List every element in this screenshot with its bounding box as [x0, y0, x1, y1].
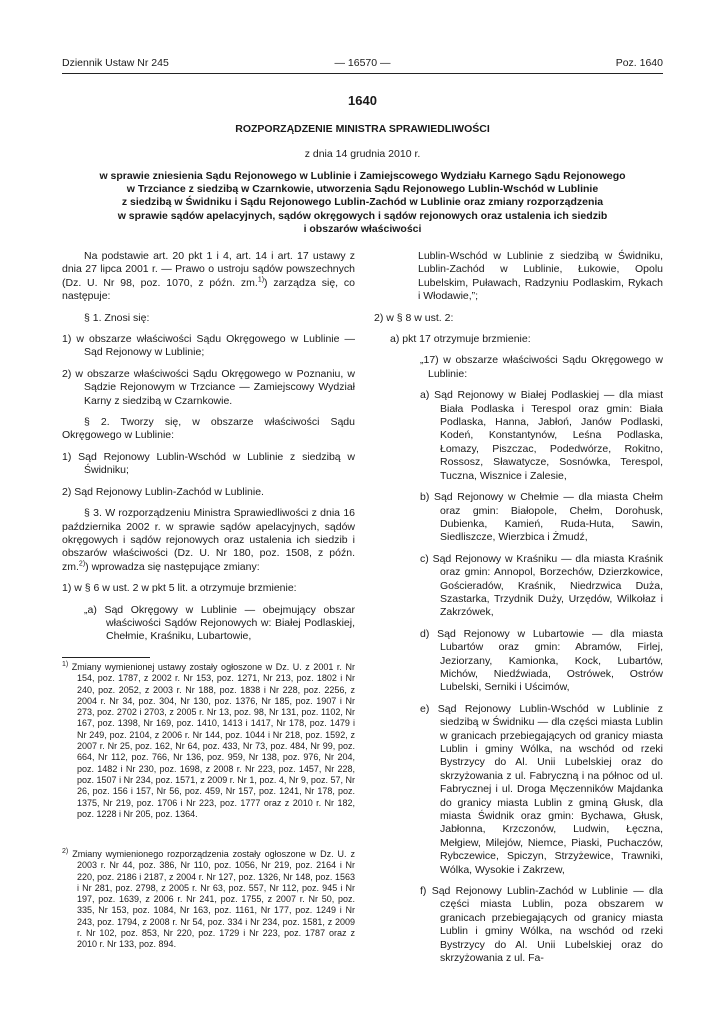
item-2: 2) w § 8 w ust. 2: [374, 311, 454, 324]
court-entry-a: a) Sąd Rejonowy w Białej Podlaskiej — dla miast Biała Podlaska i Terespol oraz gmin: Biała Podlaska, Hanna, Jabłoń, Janów Podlaski, Kodeń, Konstantynów, Leśna Podlaska, Łomazy, Piszczac, Podedwórze, Rokitno, Rossosz, Sławatycze, Sosnówka, Terespol, Tuczna, Wisznice i Zalesie, [420, 389, 663, 482]
paragraph-3: § 3. W rozporządzeniu Ministra Sprawiedliwości z dnia 16 października 2002 r. w sprawie sądów apelacyjnych, sądów okręgowych i sądów rejonowych oraz ustalenia ich siedzib i obszarów właściwości (Dz. U. Nr 180, poz. 1508, z późn. zm.$^{2)}$) wprowadza się następujące zmiany: [62, 507, 355, 573]
page-number: — 16570 — [334, 57, 391, 69]
item-2a: a) pkt 17 otrzymuje brzmienie: [390, 333, 531, 346]
paragraph-2: § 2. Tworzy się, w obszarze właściwości Sądu Okręgowego w Lublinie: [62, 416, 355, 442]
act-title: ROZPORZĄDZENIE MINISTRA SPRAWIEDLIWOŚCI [235, 123, 490, 135]
paragraph-3-item-1: 1) w § 6 w ust. 2 w pkt 5 lit. a otrzymuje brzmienie: [62, 582, 297, 595]
footnote-2 [62, 849, 355, 951]
court-entry-e: e) Sąd Rejonowy Lublin-Wschód w Lublinie z siedzibą w Świdniku — dla części miasta Lublin w granicach przebiegających od granicy miasta Lublin i gminy Wólka, na wschód od rzeki Bystrzycy do Al. Unii Lubelskiej oraz do skrzyżowania z ul. Fabryczną i na północ od ul. Fabrycznej i ul. Droga Męczenników Majdanka do granicy miasta Lublin z gminą Głusk, dla miasta Świdnik oraz gmin: Bychawa, Głusk, Jabłonna, Krzczonów, Ludwin, Łęczna, Mełgiew, Milejów, Niemce, Piaski, Puchaczów, Rybczewice, Spiczyn, Strzyżewice, Trawniki, Wólka, Wysokie i Zakrzew, [420, 702, 663, 876]
paragraph-2-item-1: 1) Sąd Rejonowy Lublin-Wschód w Lublinie z siedzibą w Świdniku; [62, 450, 355, 477]
subject-line: i obszarów właściwości [303, 222, 422, 235]
footnote-1 [62, 662, 355, 820]
position-number: Poz. 1640 [615, 57, 663, 69]
paragraph-3-item-1a: „a) Sąd Okręgowy w Lublinie — obejmujący obszar właściwości Sądów Rejonowych w: Białej Podlaskiej, Chełmie, Kraśniku, Lubartowie, [84, 603, 355, 643]
preamble: Na podstawie art. 20 pkt 1 i 4, art. 14 i art. 17 ustawy z dnia 27 lipca 2001 r. — Prawo o ustroju sądów powszechnych (Dz. U. Nr 98, poz. 1070, z późn. zm.$^{1)}$) zarządza się, co następuje: [62, 250, 355, 303]
act-date: z dnia 14 grudnia 2010 r. [304, 148, 421, 160]
court-entry-b: b) Sąd Rejonowy w Chełmie — dla miasta Chełm oraz gmin: Białopole, Chełm, Dorohusk, Dubienka, Kamień, Ruda-Huta, Sawin, Siedliszcze, Wierzbica i Żmudź, [420, 491, 663, 544]
footnote-ref: 1) [257, 276, 265, 284]
paragraph-1: § 1. Znosi się: [84, 311, 150, 324]
footnote-text: Zmiany wymienionej ustawy zostały ogłoszone w Dz. U. z 2001 r. Nr 154, poz. 1787, z 2002 r. Nr 153, poz. 1271, Nr 213, poz. 1802 i Nr 240, poz. 2052, z 2003 r. Nr 188, poz. 1838 i Nr 228, poz. 2256, z 2004 r. Nr 34, poz. 304, Nr 130, poz. 1376, Nr 185, poz. 1907 i Nr 273, poz. 2702 i 2703, z 2005 r. Nr 13, poz. 98, Nr 131, poz. 1102, Nr 167, poz. 1398, Nr 169, poz. 1410, 1413 i 1417, Nr 178, poz. 1479 i Nr 249, poz. 2104, z 2006 r. Nr 144, poz. 1044 i Nr 218, poz. 1592, z 2007 r. Nr 25, poz. 162, Nr 64, poz. 433, Nr 73, poz. 484, Nr 99, poz. 664, Nr 112, poz. 766, Nr 136, poz. 959, Nr 138, poz. 976, Nr 204, poz. 1482 i Nr 230, poz. 1698, z 2008 r. Nr 223, poz. 1457, Nr 228, poz. 1507 i Nr 234, poz. 1571, z 2009 r. Nr 1, poz. 4, Nr 9, poz. 57, Nr 26, poz. 156 i 157, Nr 56, poz. 459, Nr 157, poz. 1241, Nr 178, poz. 1375, Nr 219, poz. 1706 i Nr 223, poz. 1777 oraz z 2010 r. Nr 182, poz. 1228 i Nr 205, poz. 1364. [71, 662, 355, 819]
left-column [62, 250, 355, 644]
paragraph-1-item-2: 2) w obszarze właściwości Sądu Okręgowego w Poznaniu, w Sądzie Rejonowym w Trzciance — Zamiejscowy Wydział Karny z siedzibą w Czarnkowie. [62, 367, 355, 407]
court-entry-d: d) Sąd Rejonowy w Lubartowie — dla miasta Lubartów oraz gmin: Abramów, Firlej, Jeziorzany, Kamionka, Kock, Lubartów, Michów, Niedźwiada, Ostrówek, Ostrów Lubelski, Serniki i Uścimów, [420, 627, 663, 694]
point-17: „17) w obszarze właściwości Sądu Okręgowego w Lublinie: [420, 354, 663, 380]
continuation: Lublin-Wschód w Lublinie z siedzibą w Świdniku, Lublin-Zachód w Lublinie, Łukowie, Opolu Lubelskim, Puławach, Radzyniu Podlaskim, Rykach i Włodawie,”; [418, 250, 663, 303]
right-column [374, 250, 663, 966]
subject-line: w sprawie sądów apelacyjnych, sądów okręgowych i sądów rejonowych oraz ustalenia ich siedzib [117, 209, 608, 222]
court-entry-c: c) Sąd Rejonowy w Kraśniku — dla miasta Kraśnik oraz gmin: Annopol, Borzechów, Dzierzkowice, Gościeradów, Kraśnik, Niedrzwica Duża, Szastarka, Trzydnik Duży, Urzędów, Wilkołaz i Zakrzówek, [420, 552, 663, 619]
footnote-rule [62, 657, 150, 658]
court-entry-f: f) Sąd Rejonowy Lublin-Zachód w Lublinie — dla części miasta Lublin, poza obszarem w granicach przebiegających od granicy miasta Lublin i gminy Wólka, na wschód od rzeki Bystrzycy do Al. Unii Lubelskiej oraz do skrzyżowania z ul. Fa- [420, 885, 663, 965]
footnote-mark: 2) [62, 848, 69, 855]
subject-line: w sprawie zniesienia Sądu Rejonowego w Lublinie i Zamiejscowego Wydziału Karnego Sądu Rejonowego [99, 170, 626, 182]
footnote-text: Zmiany wymienionego rozporządzenia zostały ogłoszone w Dz. U. z 2003 r. Nr 44, poz. 386, Nr 110, poz. 1056, Nr 219, poz. 2164 i Nr 220, poz. 2186 i 2187, z 2004 r. Nr 127, poz. 1326, Nr 148, poz. 1563 i Nr 281, poz. 2798, z 2005 r. Nr 63, poz. 557, Nr 112, poz. 945 i Nr 197, poz. 1639, z 2006 r. Nr 241, poz. 1755, z 2007 r. Nr 50, poz. 335, Nr 153, poz. 1084, Nr 163, poz. 1161, Nr 177, poz. 1249 i Nr 243, poz. 1794, z 2008 r. Nr 54, poz. 334 i Nr 234, poz. 1581, z 2009 r. Nr 102, poz. 853, Nr 220, poz. 1729 i Nr 223, poz. 1787 oraz z 2010 r. Nr 133, poz. 894. [72, 849, 355, 950]
header-rule [62, 73, 663, 74]
paragraph-2-item-2: 2) Sąd Rejonowy Lublin-Zachód w Lublinie. [62, 485, 264, 498]
act-number: 1640 [348, 93, 377, 108]
subject-line: w Trzciance z siedzibą w Czarnkowie, utworzenia Sądu Rejonowego Lublin-Wschód w Lublinie [126, 183, 599, 196]
subject-line: z siedzibą w Świdniku i Sądu Rejonowego Lublin-Zachód w Lublinie oraz zmiany rozporządzenia [121, 196, 604, 209]
journal-name: Dziennik Ustaw Nr 245 [62, 57, 169, 69]
act-subject [62, 170, 663, 236]
page-header [62, 57, 663, 71]
footnote-ref: 2) [78, 560, 86, 568]
footnote-mark: 1) [62, 661, 69, 668]
paragraph-1-item-1: 1) w obszarze właściwości Sądu Okręgowego w Lublinie — Sąd Rejonowy w Lublinie; [62, 333, 355, 359]
